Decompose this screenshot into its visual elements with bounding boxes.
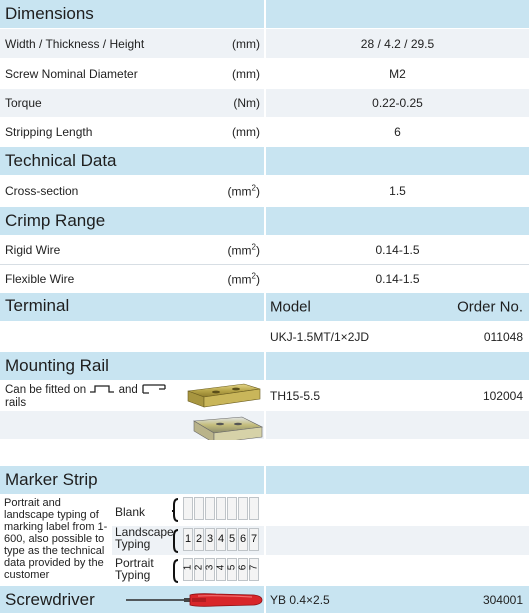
row-label: Torque [5,96,42,110]
marker-strip-grid [183,495,263,585]
row-label: Stripping Length [5,125,93,139]
marker-digit: 7 [248,564,260,571]
row-label: Flexible Wire [5,271,75,286]
marker-digit: 3 [206,533,214,545]
mounting-description: Can be fitted on and rails [5,383,167,410]
section-title: Terminal [5,296,70,315]
row-value: 0.22-0.25 [372,96,423,110]
marker-bracket-icon [172,497,182,583]
row-value: 0.14-1.5 [375,243,420,257]
screwdriver-model: YB 0.4×2.5 [270,592,330,607]
mounting-rail-image [186,383,262,411]
row-unit: $(mm^2)$ [227,271,260,286]
dimension-row [0,118,529,146]
row-unit: (mm) [232,66,260,81]
order-column-header: Order No. [457,298,523,316]
marker-description: Portrait and landscape typing of marking label from 1-600, also possible to type as the technical data provided by the customer [4,497,108,581]
marker-digit: 4 [215,564,227,571]
terminal-header [0,293,529,321]
row-value: M2 [389,66,406,81]
section-title: Mounting Rail [5,356,109,375]
crimp-row [0,236,529,264]
row-unit: (Nm) [233,96,260,110]
marker-digit: 5 [228,533,236,545]
mounting-row [0,381,529,410]
marker-body [0,495,529,585]
marker-landscape-label: Landscape Typing [115,525,174,551]
row-value: 28 / 4.2 / 29.5 [360,36,435,51]
top-hat-rail-icon [89,384,115,394]
crimp-row [0,265,529,292]
row-label: Rigid Wire [5,243,61,257]
marker-header [0,466,529,494]
row-label: Width / Thickness / Height [5,36,145,51]
marker-digit: 6 [237,564,249,571]
marker-digit: 6 [239,533,247,545]
dimension-row [0,89,529,117]
model-column-header: Model [270,298,311,316]
section-title: Dimensions [5,4,94,23]
marker-digit: 3 [204,564,216,571]
screwdriver-image [126,590,264,610]
terminal-order: 011048 [483,329,523,344]
row-label: Screw Nominal Diameter [5,66,138,81]
marker-digit: 5 [226,564,238,571]
marker-digit: 2 [195,533,203,545]
mounting-row-blank [0,411,529,439]
marker-blank-label: Blank [115,505,146,519]
row-unit: (mm) [232,36,260,51]
marker-digit: 1 [182,564,194,571]
row-unit: $(mm^2)$ [227,242,260,258]
row-value: 0.14-1.5 [375,271,420,286]
mounting-model: TH15-5.5 [270,388,321,403]
screwdriver-order: 304001 [482,592,523,607]
marker-digit: 2 [193,564,205,571]
screwdriver-row [0,586,529,613]
marker-digit: 1 [184,533,192,545]
section-title: Crimp Range [5,211,106,230]
marker-digit: 7 [250,533,258,545]
terminal-model: UKJ-1.5MT/1×2JD [270,329,370,344]
crimp-header [0,207,529,235]
row-value: 1.5 [389,184,406,198]
row-unit: (mm) [232,125,260,139]
section-title: Screwdriver [5,589,95,609]
mounting-header [0,352,529,380]
terminal-row [0,322,529,351]
dimension-row [0,29,529,58]
mounting-order: 102004 [482,388,523,403]
technical-row [0,176,529,206]
c-rail-icon [141,383,167,395]
marker-digit: 4 [217,533,225,545]
section-title: Marker Strip [5,470,98,489]
dimension-row [0,59,529,88]
section-title: Technical Data [5,151,117,170]
dimensions-header [0,0,529,28]
technical-header [0,147,529,175]
marker-portrait-label: Portrait Typing [115,556,154,582]
row-value: 6 [394,125,401,139]
row-label: Cross-section [5,184,79,198]
mounting-row-blank [0,440,529,465]
row-unit: $(mm^2)$ [227,183,260,199]
